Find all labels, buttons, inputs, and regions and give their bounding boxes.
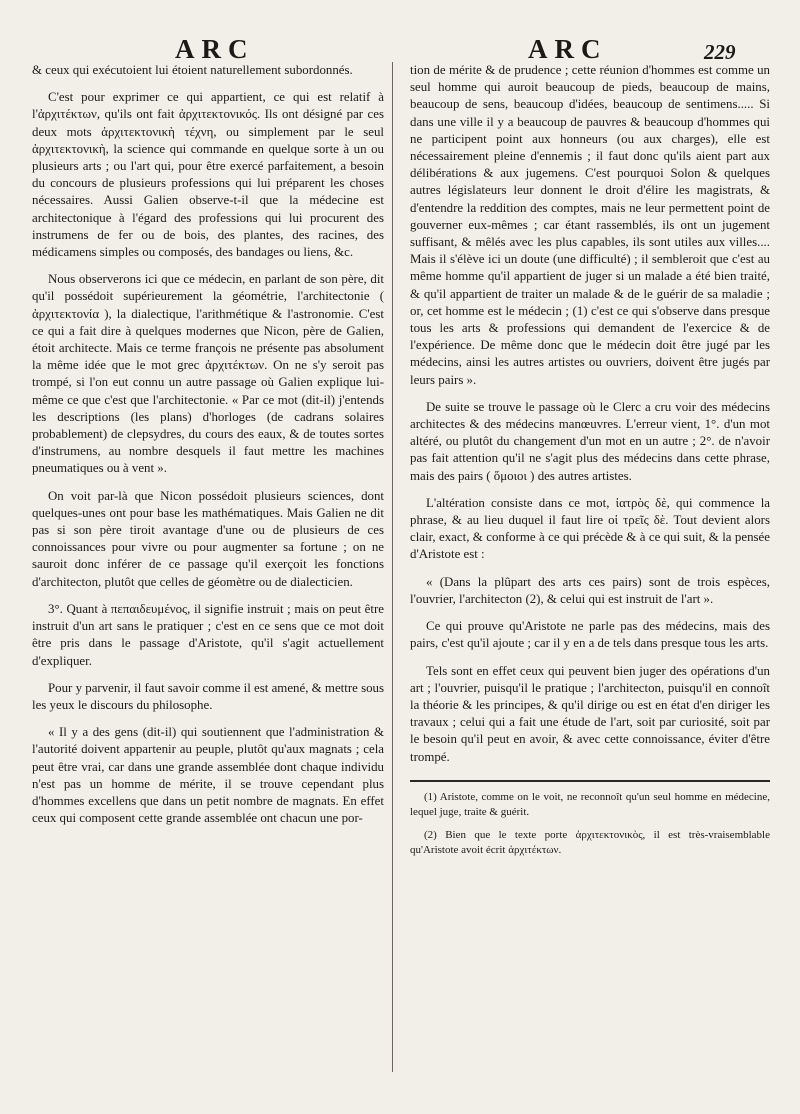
paragraph: « Il y a des gens (dit-il) qui soutiennent que l'administration & l'autorité doivent appartenir au peuple, plutôt qu'aux magnats ; cela peut être vrai, car dans une grande assemblée dont chaque individu n'est pas un homme de mérite, il se trouve cependant plus d'hommes excellens que dans un petit nombre de magnats. En effet ceux qui composent cette grande assemblée ont chacun une por- <box>32 725 384 826</box>
right-column <box>410 62 770 866</box>
paragraph: tion de mérite & de prudence ; cette réunion d'hommes est comme un seul homme qui auroit beaucoup de pieds, beaucoup de mains, beaucoup de sens, beaucoup d'idées, beaucoup de sentimens..... Si dans une ville il y a beaucoup de pauvres & beaucoup d'hommes qui ne participent point aux honneurs (ou aux charges), elle est nécessairement pleine d'ennemis ; il faut donc qu'ils aient part aux délibérations & aux jugemens. C'est pourquoi Solon & quelques autres législateurs leur donnent le droit d'élire les magistrats, & d'entendre la reddition des comptes, mais ne leur permettent point de gouverner eux-mêmes ; car étant rassemblés, ils ont un jugement suffisant, & mêlés avec les plus capables, ils sont utiles aux villes.... Mais il s'élève ici un doute (une difficulté) ; il sembleroit que c'est au même homme qu'il appartient de juger si un malade a été bien traité, & qu'il appartient de traiter un malade & de le guérir de sa maladie ; or, cet homme est le médecin ; (1) c'est ce qui s'observe dans presque tous les arts & professions qui demandent de l'exercice & de l'expérience. De même donc que le médecin doit être jugé par les médecins, ainsi les autres artistes ou ouvriers, doivent être jugés par leurs pairs ». <box>410 63 770 387</box>
footnote-rule <box>410 780 770 782</box>
paragraph: & ceux qui exécutoient lui étoient naturellement subordonnés. <box>32 63 353 77</box>
page-number: 229 <box>704 40 736 64</box>
paragraph: De suite se trouve le passage où le Clerc a cru voir des médecins architectes & des médecins manœuvres. L'erreur vient, 1°. d'un mot altéré, ou plutôt du changement d'un mot en un autre ; 2°. de n'avoir pas fait attention qu'il ne s'agit plus des médecins dans cette phrase, mais des pairs ( ὅμοιοι ) des autres artistes. <box>410 399 770 483</box>
running-head-left: ARC <box>175 34 255 64</box>
paragraph: Pour y parvenir, il faut savoir comme il est amené, & mettre sous les yeux le discours du philosophe. <box>32 680 384 712</box>
paragraph: Ce qui prouve qu'Aristote ne parle pas des médecins, mais des pairs, c'est qu'il ajoute ; car il y en a de tels dans presque tous les arts. <box>410 619 770 651</box>
paragraph: Tels sont en effet ceux qui peuvent bien juger des opérations d'un art ; l'ouvrier, puisqu'il le pratique ; l'architecton, puisqu'il en connoît la théorie & les principes, & qu'il dirige ou est en état d'en diriger les travaux ; celui qui a fait une étude de l'art, soit par curiosité, soit par le besoin qu'il peut en avoir, & avec cette connoissance, éviter d'être trompé. <box>410 663 770 764</box>
running-head-right: ARC <box>528 34 608 64</box>
paragraph: L'altération consiste dans ce mot, ἰατρὸς δὲ, qui commence la phrase, & au lieu duquel il faut lire οἱ τρεῖς δὲ. Tout devient alors clair, exact, & conforme à ce qui précède & à ce qui suit, & la pensée d'Aristote est : <box>410 495 770 562</box>
left-column <box>32 62 384 837</box>
paragraph: 3°. Quant à πεπαιδευμένος, il signifie instruit ; mais on peut être instruit d'un art sans le pratiquer ; c'est en ce sens que ce mot doit être pris dans le passage d'Aristote, qu'il s'agit actuellement d'expliquer. <box>32 601 384 668</box>
column-divider <box>392 62 393 1072</box>
footnote: (2) Bien que le texte porte ἀρχιτεκτονικὸς, il est très-vraisemblable qu'Aristote avoit écrit ἀρχιτέκτων. <box>410 828 770 856</box>
paragraph: C'est pour exprimer ce qui appartient, ce qui est relatif à l'ἀρχιτέκτων, qu'ils ont fait ἀρχιτεκτονικός. Ils ont désigné par ces deux mots ἀρχιτεκτονικὴ τέχνη, ou simplement par le seul ἀρχιτεκτονικὴ, la science qui commande en quelque sorte à un ou plusieurs arts ; ou l'art qui, pour être exercé parfaitement, a besoin du concours de plusieurs professions qui lui préparent les choses nécessaires. Aussi Galien observe-t-il que la médecine est architectonique à l'égard des professions qui lui procurent des instrumens de fer ou de bois, des plantes, des racines, des médicamens simples ou composés, des bandages ou liens, &c. <box>32 90 384 260</box>
footnote: (1) Aristote, comme on le voit, ne reconnoît qu'un seul homme en médecine, lequel juge, traite & guérit. <box>410 790 770 818</box>
block-quote: « (Dans la plûpart des arts ces pairs) sont de trois espèces, l'ouvrier, l'architecton (2), & celui qui est instruit de l'art ». <box>410 574 770 606</box>
paragraph: On voit par-là que Nicon possédoit plusieurs sciences, dont quelques-unes ont pour base les mathématiques. Mais Galien ne dit pas si son père tiroit avantage d'une ou de plusieurs de ces connoissances pour vivre ou pour augmenter sa fortune ; on ne sauroit donc inférer de ce passage qu'il exerçoit les fonctions d'architecton, plutôt que celles de géomètre ou de dialecticien. <box>32 488 384 589</box>
paragraph: Nous observerons ici que ce médecin, en parlant de son père, dit qu'il possédoit supérieurement la géométrie, l'architectonie ( ἀρχιτεκτονία ), la dialectique, l'arithmétique & l'astronomie. C'est ce qui a fait dire à quelques modernes que Nicon, père de Galien, étoit architecte. Mais ce terme françois ne présente pas absolument la même idée que le mot grec ἀρχιτέκτων. On ne s'y seroit pas trompé, si l'on eut connu un autre passage où Galien explique lui-même ce que c'est que l'architectonie. « Par ce mot (dit-il) j'entends les descriptions (les plans) d'horloges (de cadrans solaires probablement) de clepsydres, du cours des eaux, & de toutes sortes d'instrumens, au nombre desquels il faut mettre les machines pneumatiques ou à vent ». <box>32 272 384 476</box>
